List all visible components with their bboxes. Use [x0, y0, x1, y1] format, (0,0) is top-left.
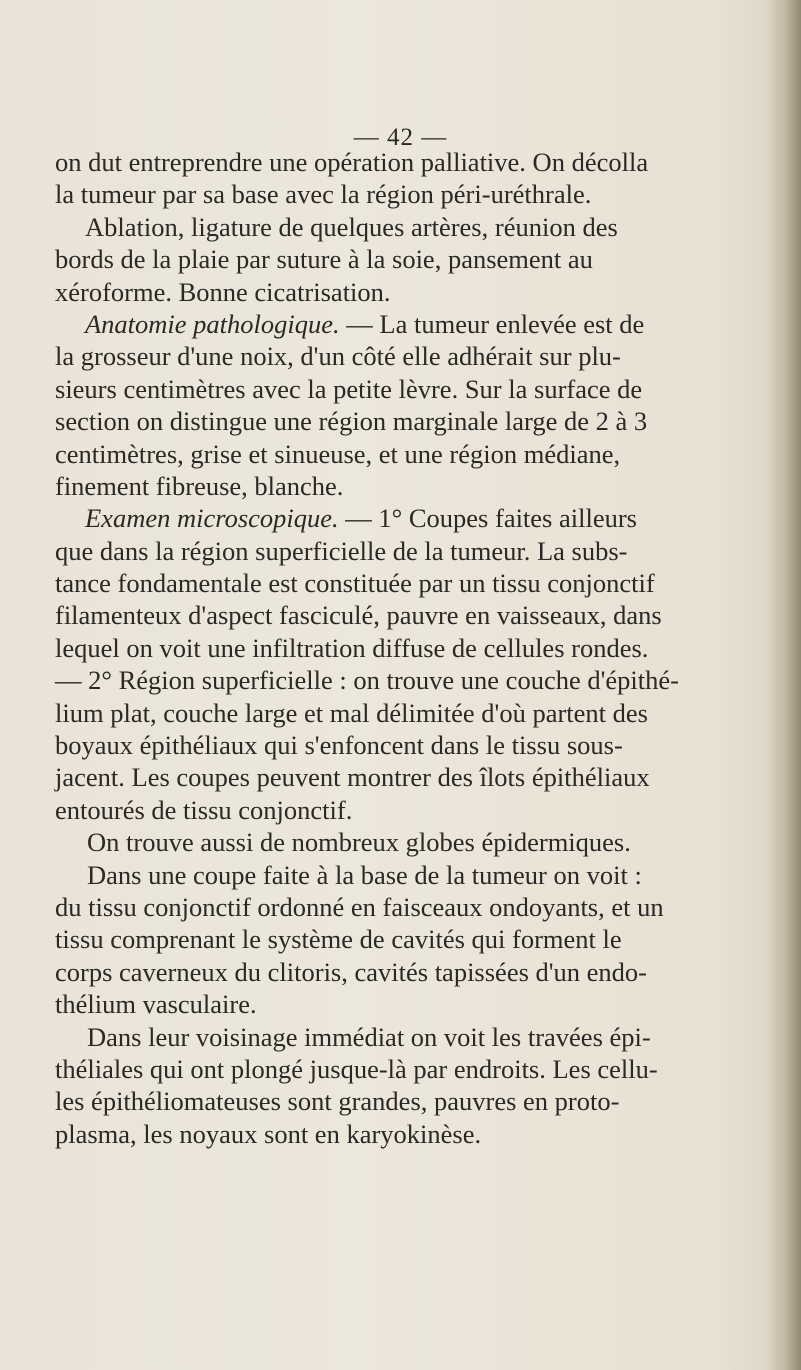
text-line: Ablation, ligature de quelques artères, réunion des [85, 211, 618, 242]
text-line: On trouve aussi de nombreux globes épidermiques. [87, 827, 631, 858]
section-heading-anatomie: Anatomie pathologique. [85, 308, 340, 339]
text-line: lequel on voit une infiltration diffuse de cellules rondes. [55, 632, 649, 663]
text-line: les épithéliomateuses sont grandes, pauvres en proto- [55, 1086, 620, 1117]
text-line: xéroforme. Bonne cicatrisation. [55, 276, 391, 307]
text-line: théliales qui ont plongé jusque-là par endroits. Les cellu- [55, 1053, 658, 1084]
body-text [55, 146, 769, 1150]
text-line: entourés de tissu conjonctif. [55, 794, 353, 825]
text-line: bords de la plaie par suture à la soie, pansement au [55, 244, 593, 275]
text-line: que dans la région superficielle de la tumeur. La subs- [55, 535, 628, 566]
text-line: — 2° Région superficielle : on trouve une couche d'épithé- [55, 665, 679, 696]
text-line [55, 502, 769, 534]
text-line: thélium vasculaire. [55, 989, 257, 1020]
text-line: centimètres, grise et sinueuse, et une région médiane, [55, 438, 621, 469]
text-line: corps caverneux du clitoris, cavités tapissées d'un endo- [55, 956, 648, 987]
page-number: — 42 — [353, 124, 448, 151]
text-line: section on distingue une région marginale large de 2 à 3 [55, 406, 648, 437]
text-line: boyaux épithéliaux qui s'enfoncent dans le tissu sous- [55, 730, 623, 761]
text-line: jacent. Les coupes peuvent montrer des îlots épithéliaux [55, 762, 650, 793]
text-line: filamenteux d'aspect fasciculé, pauvre en vaisseaux, dans [55, 600, 662, 631]
text-line: Dans leur voisinage immédiat on voit les travées épi- [87, 1021, 651, 1052]
text-line-rest: — La tumeur enlevée est de [339, 308, 645, 339]
text-line: tissu comprenant le système de cavités qui forment le [55, 924, 622, 955]
section-heading-examen: Examen microscopique. [85, 503, 339, 534]
text-line: sieurs centimètres avec la petite lèvre. Sur la surface de [55, 373, 643, 404]
text-line: plasma, les noyaux sont en karyokinèse. [55, 1118, 482, 1149]
text-line-rest: — 1° Coupes faites ailleurs [338, 503, 637, 534]
text-line: la tumeur par sa base avec la région péri-uréthrale. [55, 179, 592, 210]
text-line: la grosseur d'une noix, d'un côté elle adhérait sur plu- [55, 341, 621, 372]
page-edge-shadow [765, 0, 801, 1370]
text-line: lium plat, couche large et mal délimitée d'où partent des [55, 697, 648, 728]
text-line: finement fibreuse, blanche. [55, 470, 344, 501]
text-line: on dut entreprendre une opération palliative. On décolla [55, 147, 649, 177]
text-line [55, 308, 769, 340]
text-line: tance fondamentale est constituée par un tissu conjonctif [55, 568, 655, 599]
text-line: du tissu conjonctif ordonné en faisceaux ondoyants, et un [55, 891, 664, 922]
text-line: Dans une coupe faite à la base de la tumeur on voit : [87, 859, 642, 890]
